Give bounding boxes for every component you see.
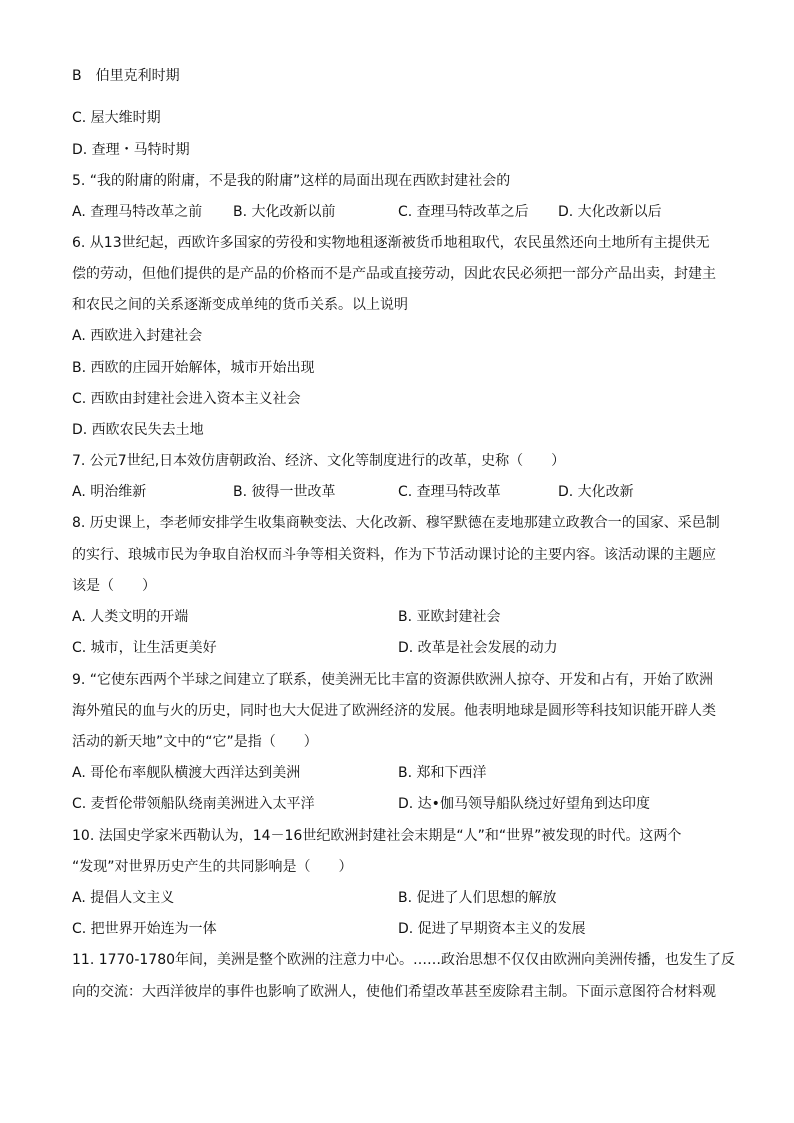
q6-stem-line-2: 偿的劳动，但他们提供的是产品的价格而不是产品或直接劳动，因此农民必须把一部分产品出卖，封建主 xyxy=(72,266,716,282)
q10-stem-line-1: 10. 法国史学家米西勒认为，14－16世纪欧洲封建社会末期是“人”和“世界”被发现的时代。这两个 xyxy=(72,828,682,844)
q7-stem: 7. 公元7世纪,日本效仿唐朝政治、经济、文化等制度进行的改革，史称（ ） xyxy=(72,453,566,469)
q10-stem-line-2: “发现”对世界历史产生的共同影响是（ ） xyxy=(72,859,353,875)
q6-option-a: A. 西欧进入封建社会 xyxy=(72,328,203,344)
q8-option-a: A. 人类文明的开端 xyxy=(72,609,189,625)
q9-stem-line-3: 活动的新天地”文中的“它”是指（ ） xyxy=(72,734,318,750)
q9-stem-line-1: 9. “它使东西两个半球之间建立了联系，使美洲无比丰富的资源供欧洲人掠夺、开发和占有，开始了欧洲 xyxy=(72,672,714,688)
q5-option-c: C. 查理马特改革之后 xyxy=(398,204,529,220)
q10-option-a: A. 提倡人文主义 xyxy=(72,890,175,906)
q9-option-d: D. 达•伽马领导船队绕过好望角到达印度 xyxy=(398,796,650,812)
q9-option-c: C. 麦哲伦带领船队绕南美洲进入太平洋 xyxy=(72,796,315,812)
q5-option-a: A. 查理马特改革之前 xyxy=(72,204,203,220)
q4-option-c: C. 屋大维时期 xyxy=(72,110,161,126)
q8-option-b: B. 亚欧封建社会 xyxy=(398,609,501,625)
q5-option-d: D. 大化改新以后 xyxy=(558,204,662,220)
q8-stem-line-1: 8. 历史课上，李老师安排学生收集商鞅变法、大化改新、穆罕默德在麦地那建立政教合一的国家、采邑制 xyxy=(72,515,720,531)
q10-option-c: C. 把世界开始连为一体 xyxy=(72,921,217,937)
q9-option-a: A. 哥伦布率舰队横渡大西洋达到美洲 xyxy=(72,765,301,781)
q10-option-d: D. 促进了早期资本主义的发展 xyxy=(398,921,586,937)
q8-option-c: C. 城市，让生活更美好 xyxy=(72,640,217,656)
q9-option-b: B. 郑和下西洋 xyxy=(398,765,487,781)
q4-option-d: D. 查理・马特时期 xyxy=(72,142,190,158)
q8-stem-line-3: 该是（ ） xyxy=(72,578,156,594)
q7-option-c: C. 查理马特改革 xyxy=(398,484,501,500)
q7-option-b: B. 彼得一世改革 xyxy=(233,484,336,500)
q11-stem-line-2: 向的交流：大西洋彼岸的事件也影响了欧洲人，使他们希望改革甚至废除君主制。下面示意图符合材料观 xyxy=(72,984,716,1000)
q6-stem-line-1: 6. 从13世纪起，西欧许多国家的劳役和实物地租逐渐被货币地租取代，农民虽然还向土地所有主提供无 xyxy=(72,235,710,251)
q5-option-b: B. 大化改新以前 xyxy=(233,204,336,220)
q6-stem-line-3: 和农民之间的关系逐渐变成单纯的货币关系。以上说明 xyxy=(72,297,408,313)
q8-stem-line-2: 的实行、琅城市民为争取自治权而斗争等相关资料，作为下节活动课讨论的主要内容。该活动课的主题应 xyxy=(72,547,716,563)
q7-option-d: D. 大化改新 xyxy=(558,484,634,500)
q4-option-b: B 伯里克利时期 xyxy=(72,68,180,84)
q7-option-a: A. 明治维新 xyxy=(72,484,147,500)
q5-stem: 5. “我的附庸的附庸，不是我的附庸”这样的局面出现在西欧封建社会的 xyxy=(72,173,511,189)
q11-stem-line-1: 11. 1770-1780年间，美洲是整个欧洲的注意力中心。……政治思想不仅仅由欧洲向美洲传播，也发生了反 xyxy=(72,952,736,968)
q8-option-d: D. 改革是社会发展的动力 xyxy=(398,640,558,656)
q10-option-b: B. 促进了人们思想的解放 xyxy=(398,890,557,906)
q6-option-c: C. 西欧由封建社会进入资本主义社会 xyxy=(72,391,301,407)
q6-option-b: B. 西欧的庄园开始解体，城市开始出现 xyxy=(72,360,315,376)
q9-stem-line-2: 海外殖民的血与火的历史，同时也大大促进了欧洲经济的发展。他表明地球是圆形等科技知识能开辟人类 xyxy=(72,703,716,719)
q6-option-d: D. 西欧农民失去土地 xyxy=(72,422,204,438)
